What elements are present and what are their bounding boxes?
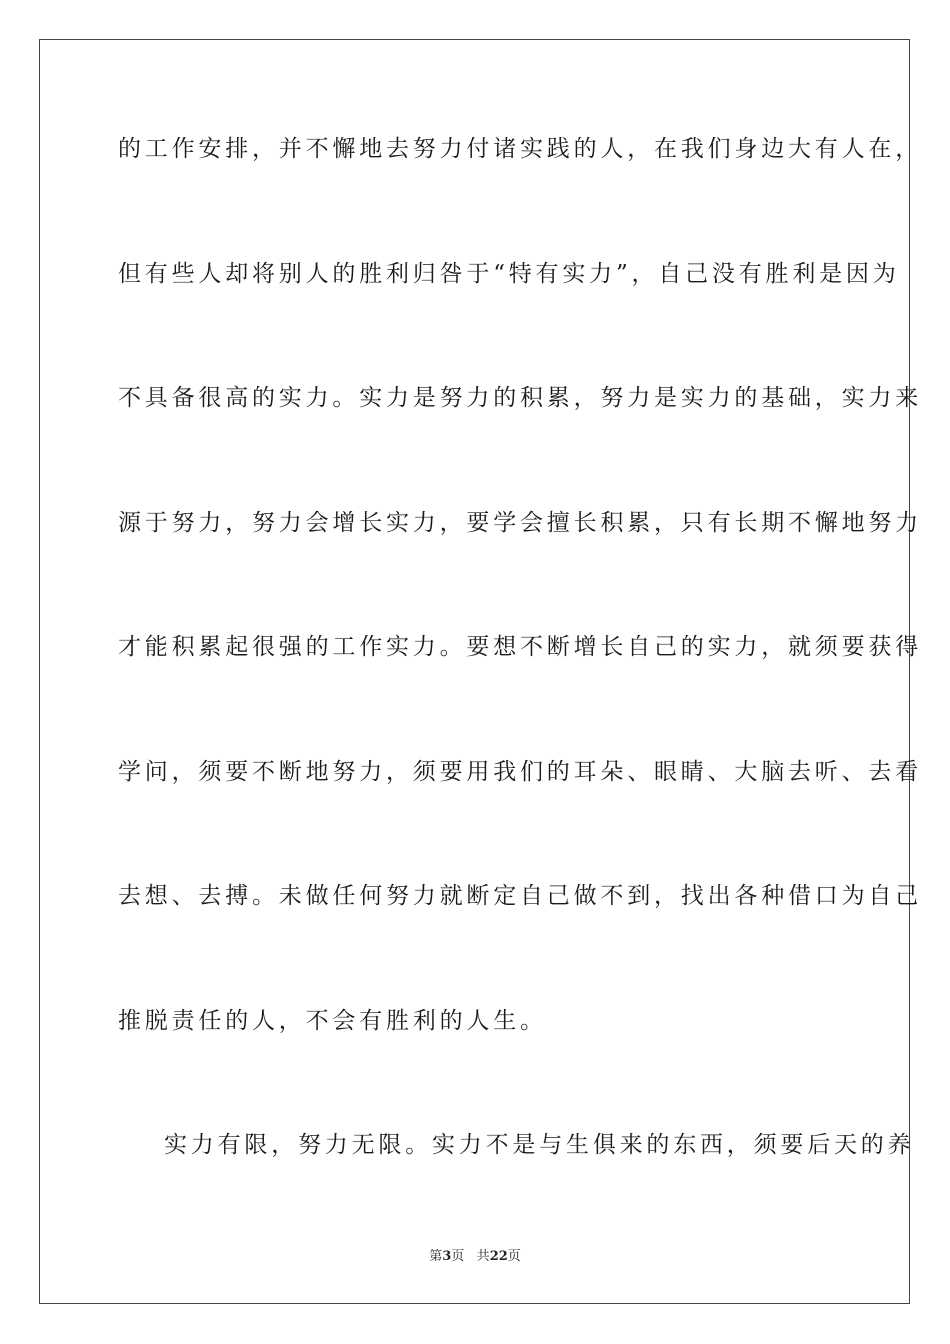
- paragraph-start-line: 实力有限，努力无限。实力不是与生俱来的东西，须要后天的养: [164, 1132, 915, 1158]
- body-text-line: 源于努力，努力会增长实力，要学会擅长积累，只有长期不懈地努力: [118, 510, 922, 536]
- total-suffix: 页: [507, 1249, 521, 1264]
- body-text-line: 学问，须要不断地努力，须要用我们的耳朵、眼睛、大脑去听、去看: [118, 759, 922, 785]
- page-suffix: 页: [451, 1249, 465, 1264]
- page-prefix: 第: [429, 1249, 443, 1264]
- total-prefix: 共: [476, 1249, 490, 1264]
- body-text-line: 不具备很高的实力。实力是努力的积累，努力是实力的基础，实力来: [118, 385, 922, 411]
- current-page-number: 3: [442, 1249, 452, 1264]
- body-text-line: 去想、去搏。未做任何努力就断定自己做不到，找出各种借口为自己: [118, 883, 922, 909]
- body-text-line: 推脱责任的人，不会有胜利的人生。: [118, 1008, 547, 1034]
- body-text-line: 的工作安排，并不懈地去努力付诸实践的人，在我们身边大有人在，: [118, 136, 922, 162]
- page-footer: [0, 1248, 950, 1266]
- total-pages-number: 22: [489, 1249, 508, 1264]
- body-text-line: 但有些人却将别人的胜利归咎于“特有实力”，自己没有胜利是因为: [118, 261, 900, 287]
- page-border: [39, 39, 922, 1304]
- body-text-line: 才能积累起很强的工作实力。要想不断增长自己的实力，就须要获得: [118, 634, 922, 660]
